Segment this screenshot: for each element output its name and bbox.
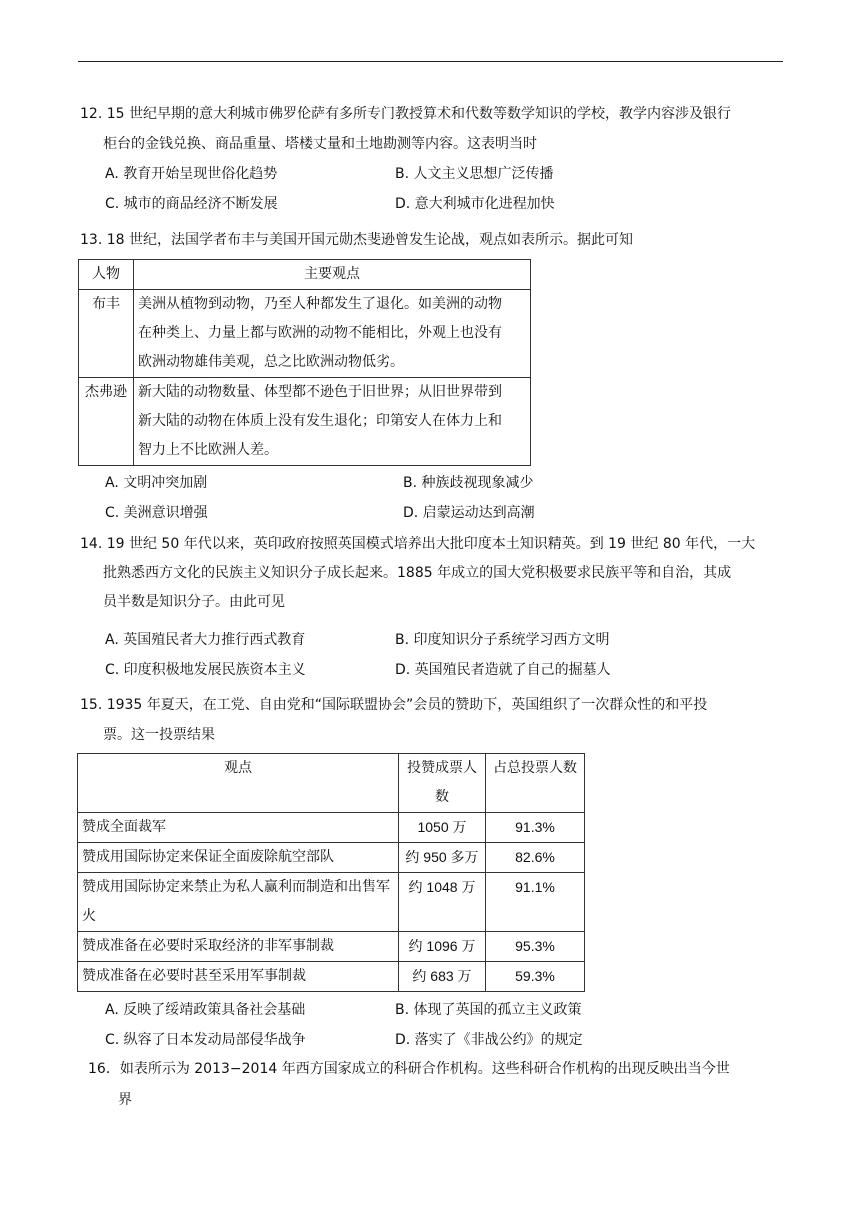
q15-stem-line1: 15. 1935 年夏天，在工党、自由党和“国际联盟协会”会员的赞助下，英国组织了一次群众性的和平投 — [80, 697, 708, 713]
q12-option-b[interactable]: B. 人文主义思想广泛传播 — [395, 166, 554, 182]
table-header: 主要观点 — [134, 260, 531, 290]
q15-table — [77, 753, 585, 992]
q12-option-a[interactable]: A. 教育开始呈现世俗化趋势 — [105, 166, 278, 182]
table-row — [78, 843, 585, 873]
table-cell-view: 赞成准备在必要时甚至采用军事制裁 — [78, 962, 399, 992]
table-cell-pct: 82.6% — [486, 843, 585, 873]
q13-option-d[interactable]: D. 启蒙运动达到高潮 — [403, 505, 535, 521]
view-line: 欧洲动物雄伟美观，总之比欧洲动物低劣。 — [138, 354, 404, 370]
q13-option-b[interactable]: B. 种族歧视现象减少 — [403, 475, 534, 491]
table-cell-count: 约 683 万 — [399, 962, 486, 992]
table-cell-count: 约 1048 万 — [399, 873, 486, 932]
table-row — [78, 873, 585, 932]
table-header-row — [78, 754, 585, 813]
view-line: 新大陆的动物在体质上没有发生退化；印第安人在体力上和 — [138, 413, 502, 429]
q15-option-a[interactable]: A. 反映了绥靖政策具备社会基础 — [105, 1002, 306, 1018]
table-cell-view: 赞成准备在必要时采取经济的非军事制裁 — [78, 932, 399, 962]
table-cell-count: 约 950 多万 — [399, 843, 486, 873]
view-line: 智力上不比欧洲人差。 — [138, 442, 278, 458]
table-row — [78, 813, 585, 843]
q12-stem-line2: 柜台的金钱兑换、商品重量、塔楼丈量和土地勘测等内容。这表明当时 — [103, 136, 537, 152]
table-cell-view — [134, 290, 531, 378]
table-header-row — [79, 260, 531, 290]
q14-option-d[interactable]: D. 英国殖民者造就了自己的掘墓人 — [395, 662, 611, 678]
table-row — [78, 932, 585, 962]
q13-option-c[interactable]: C. 美洲意识增强 — [105, 505, 208, 521]
q14-stem-line1: 14. 19 世纪 50 年代以来，英印政府按照英国模式培养出大批印度本土知识精英。到 19 世纪 80 年代，一大 — [80, 536, 756, 552]
q14-option-a[interactable]: A. 英国殖民者大力推行西式教育 — [105, 632, 306, 648]
table-cell-view: 赞成用国际协定来禁止为私人赢利而制造和出售军火 — [78, 873, 399, 932]
q15-option-d[interactable]: D. 落实了《非战公约》的规定 — [395, 1032, 583, 1048]
table-row — [79, 378, 531, 466]
table-header: 人物 — [79, 260, 134, 290]
q16-stem-line1: 16．如表所示为 2013−2014 年西方国家成立的科研合作机构。这些科研合作机构的出现反映出当今世 — [88, 1061, 730, 1077]
table-cell-count: 约 1096 万 — [399, 932, 486, 962]
q15-stem-line2: 票。这一投票结果 — [103, 727, 215, 743]
q14-option-b[interactable]: B. 印度知识分子系统学习西方文明 — [395, 632, 610, 648]
q16-stem-line2: 界 — [118, 1092, 132, 1108]
table-header: 观点 — [78, 754, 399, 813]
table-cell-view: 赞成全面裁军 — [78, 813, 399, 843]
table-cell-pct: 95.3% — [486, 932, 585, 962]
table-row — [78, 962, 585, 992]
view-line: 新大陆的动物数量、体型都不逊色于旧世界；从旧世界带到 — [138, 384, 502, 400]
table-cell-view — [134, 378, 531, 466]
table-cell-view: 赞成用国际协定来保证全面废除航空部队 — [78, 843, 399, 873]
q15-option-b[interactable]: B. 体现了英国的孤立主义政策 — [395, 1002, 582, 1018]
q14-stem-line2: 批熟悉西方文化的民族主义知识分子成长起来。1885 年成立的国大党积极要求民族平等和自治，其成 — [103, 565, 732, 581]
q12-stem-line1: 12. 15 世纪早期的意大利城市佛罗伦萨有多所专门教授算术和代数等数学知识的学校，教学内容涉及银行 — [80, 106, 731, 122]
q12-option-c[interactable]: C. 城市的商品经济不断发展 — [105, 196, 278, 212]
q14-stem-line3: 员半数是知识分子。由此可见 — [103, 594, 285, 610]
view-line: 美洲从植物到动物，乃至人种都发生了退化。如美洲的动物 — [138, 296, 502, 312]
q12-option-d[interactable]: D. 意大利城市化进程加快 — [395, 196, 555, 212]
table-header: 占总投票人数 — [486, 754, 585, 813]
table-cell-pct: 59.3% — [486, 962, 585, 992]
q14-option-c[interactable]: C. 印度积极地发展民族资本主义 — [105, 662, 306, 678]
q13-table — [78, 259, 531, 466]
header-rule — [78, 61, 783, 62]
table-header: 投赞成票人数 — [399, 754, 486, 813]
table-cell-pct: 91.3% — [486, 813, 585, 843]
table-cell-pct: 91.1% — [486, 873, 585, 932]
q13-option-a[interactable]: A. 文明冲突加剧 — [105, 475, 208, 491]
q13-stem: 13. 18 世纪，法国学者布丰与美国开国元勋杰斐逊曾发生论战，观点如表所示。据此可知 — [80, 232, 633, 248]
table-row — [79, 290, 531, 378]
table-cell-person: 布丰 — [79, 290, 134, 378]
table-cell-person: 杰弗逊 — [79, 378, 134, 466]
q15-option-c[interactable]: C. 纵容了日本发动局部侵华战争 — [105, 1032, 306, 1048]
view-line: 在种类上、力量上都与欧洲的动物不能相比，外观上也没有 — [138, 325, 502, 341]
table-cell-count: 1050 万 — [399, 813, 486, 843]
